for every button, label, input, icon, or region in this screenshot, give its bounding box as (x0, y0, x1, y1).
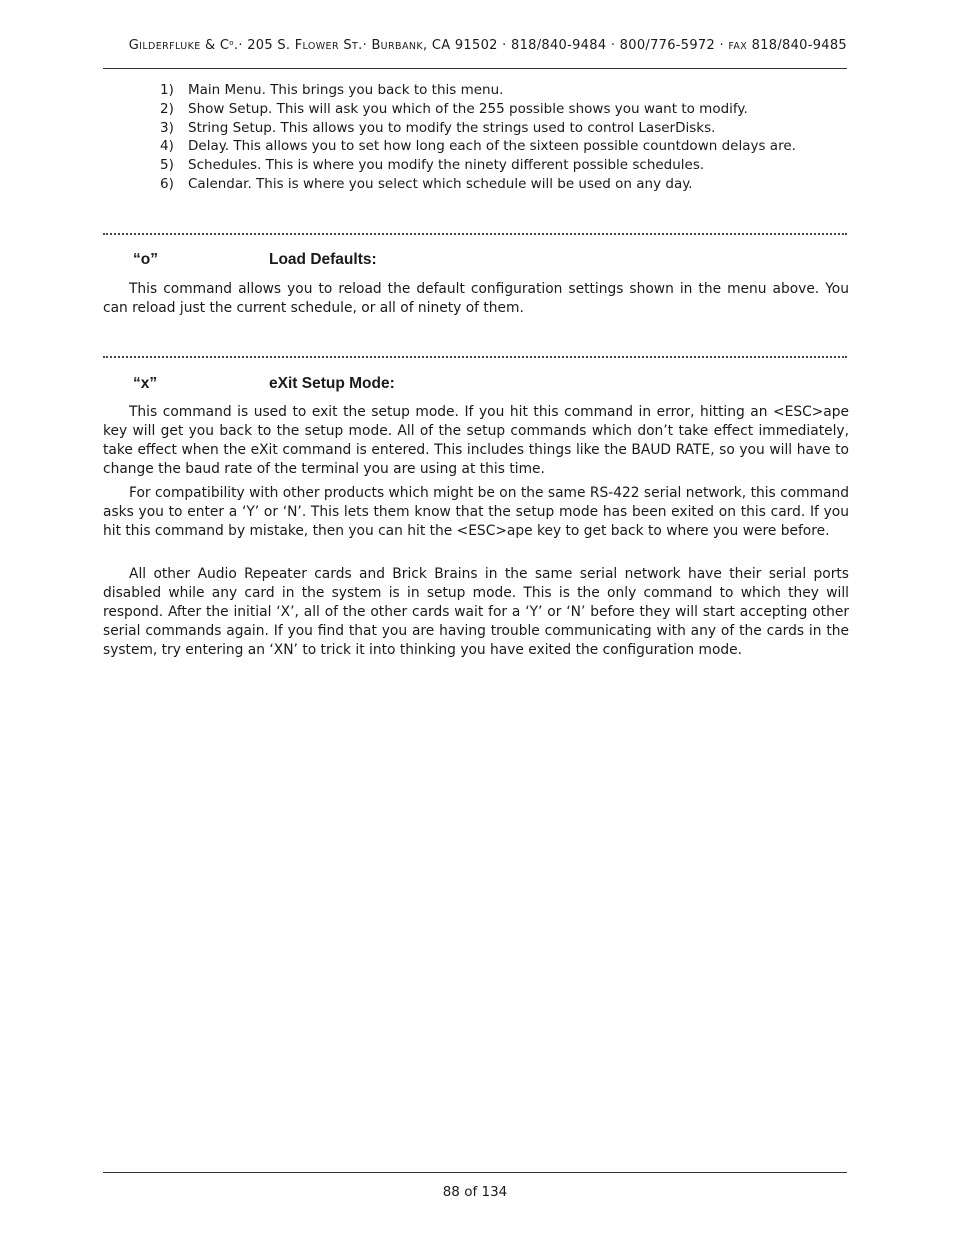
header-st: S (338, 38, 352, 53)
header-street: LOWER (302, 41, 339, 52)
header-address: .· 205 S. F (233, 38, 303, 53)
command-key-x: “x” (133, 375, 158, 392)
section-paragraph: This command is used to exit the setup mode. If you hit this command in error, hitting an <ESC>ape key will get you back to the setup mode. All of the setup commands which don’t take effect immediately, take effect when the eXit command is entered. This includes things like the BAUD RATE, so you will have to change the baud rate of the terminal you are using at this time. (103, 404, 849, 477)
header-company-co: & C (200, 38, 230, 53)
header-company-initial: G (128, 38, 140, 53)
command-key-o: “o” (133, 251, 158, 268)
page-header (103, 38, 847, 53)
header-company-name: ILDERFLUKE (139, 41, 201, 52)
section-divider (103, 356, 847, 358)
header-co-mark: o (229, 39, 234, 47)
section-title-exit-setup: eXit Setup Mode: (269, 375, 395, 392)
menu-item: 3) String Setup. This allows you to modify the strings used to control LaserDisks. (160, 119, 716, 136)
section-divider (103, 233, 847, 235)
section-paragraph: This command allows you to reload the default configuration settings shown in the menu above. You can reload just the current schedule, or all of ninety of them. (103, 281, 849, 316)
section-paragraph: All other Audio Repeater cards and Brick Brains in the same serial network have their serial ports disabled while any card in the system is in setup mode. This is the only command to which they will respond. After the initial ‘X’, all of the other cards wait for a ‘Y’ or ‘N’ before they will start accepting other serial commands again. If you find that you are having trouble communicating with any of the cards in the system, try entering an ‘XN’ to trick it into thinking you have exited the configuration mode. (103, 566, 849, 658)
header-city-initial: .· B (358, 38, 381, 53)
header-fax-label: FAX (728, 41, 748, 52)
header-phones: , CA 91502 · 818/840-9484 · 800/776-5972 · (422, 38, 729, 53)
page-number: 88 of 134 (442, 1184, 508, 1200)
header-fax-number: 818/840-9485 (747, 38, 847, 53)
header-rule (103, 68, 847, 69)
menu-item: 4) Delay. This allows you to set how long each of the sixteen possible countdown delays are. (160, 138, 796, 155)
section-title-load-defaults: Load Defaults: (269, 251, 377, 268)
section-paragraph: For compatibility with other products which might be on the same RS-422 serial network, this command asks you to enter a ‘Y’ or ‘N’. This lets them know that the setup mode has been exited on this card. If you hit this command by mistake, then you can hit the <ESC>ape key to get back to where you were before. (103, 485, 849, 539)
header-city: URBANK (380, 41, 423, 52)
footer-rule (103, 1172, 847, 1173)
setup-menu-list (160, 81, 796, 194)
menu-item: 2) Show Setup. This will ask you which of the 255 possible shows you want to modify. (160, 100, 748, 117)
menu-item: 1) Main Menu. This brings you back to this menu. (160, 82, 504, 98)
menu-item: 6) Calendar. This is where you select which schedule will be used on any day. (160, 175, 693, 192)
header-st-rest: T (351, 41, 359, 52)
menu-item: 5) Schedules. This is where you modify the ninety different possible schedules. (160, 157, 705, 174)
